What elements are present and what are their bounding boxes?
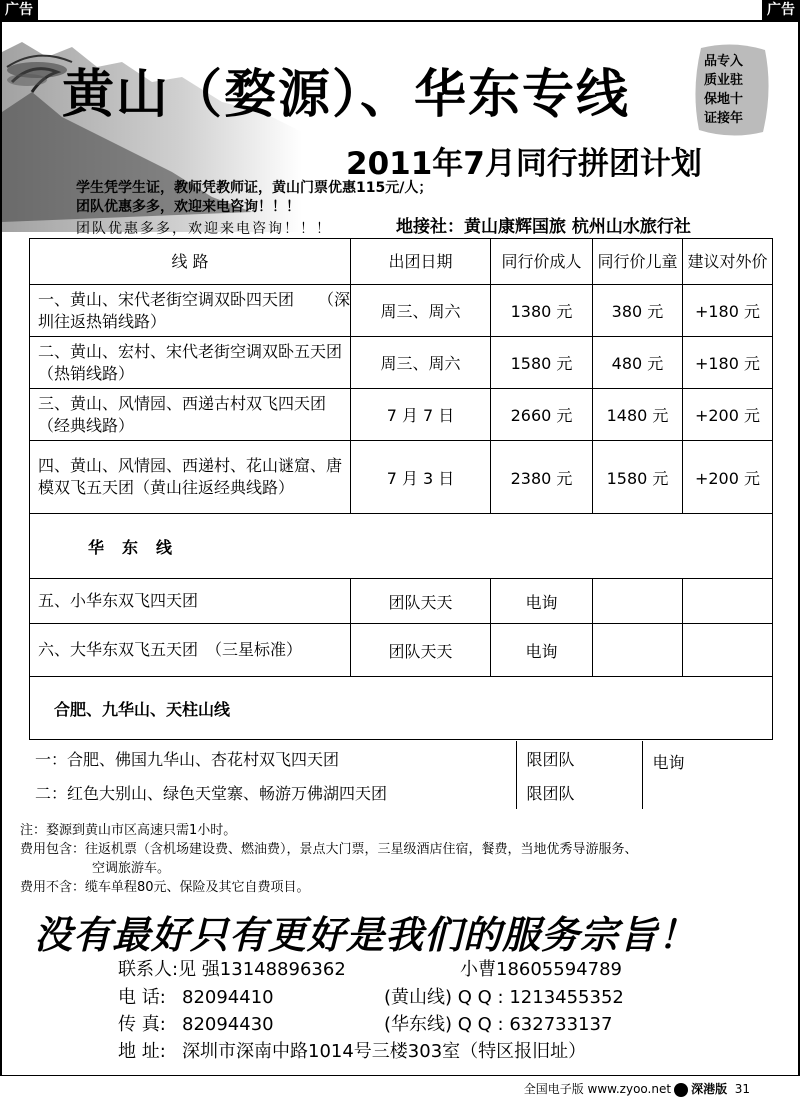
page-footer (524, 1080, 750, 1097)
header-child: 同行价儿童 (593, 239, 683, 285)
header-date: 出团日期 (351, 239, 491, 285)
contact-line (118, 957, 346, 983)
table-header-row (30, 239, 773, 285)
note-line: 空调旅游车。 (92, 861, 171, 876)
contact-person-2: 小曹18605594789 (460, 959, 622, 980)
route-table (29, 238, 773, 740)
address-label: 地 址: (118, 1041, 166, 1062)
header-adult: 同行价成人 (491, 239, 593, 285)
slogan: 没有最好只有更好是我们的服务宗旨！ (34, 912, 698, 957)
section-title-hefei: 合肥、九华山、天柱山线 (30, 677, 773, 740)
fax-label: 传 真: (118, 1014, 166, 1035)
fax-value: 82094430 (182, 1014, 274, 1035)
frame-bottom (0, 1075, 800, 1076)
route-cell: 四、黄山、风情园、西递村、花山谜窟、唐模双飞五天团（黄山往返经典线路） (30, 441, 351, 514)
table-row (29, 741, 772, 775)
footer-edition: 深港版 (691, 1082, 728, 1096)
promo-line: 团队优惠多多，欢迎来电咨询！！！ (76, 199, 300, 215)
section-row (30, 514, 773, 579)
table-row (30, 337, 773, 389)
route-cell: 一：合肥、佛国九华山、杏花村双飞四天团 (35, 749, 340, 769)
fax-line (118, 1012, 274, 1038)
suggest-price-cell: +180 元 (683, 337, 773, 389)
empty-cell (593, 624, 683, 677)
qq-huadong: (华东线) Q Q : 632733137 (384, 1014, 613, 1035)
subtitle: 2011年7月同行拼团计划 (346, 146, 702, 182)
seal-text: 品专入 质业驻 保地十 证接年 (704, 54, 744, 126)
edition-logo-icon (674, 1083, 688, 1097)
phone-label: 电 话: (118, 987, 166, 1008)
adult-price-cell: 电询 (491, 579, 593, 624)
adult-price-cell: 1380 元 (491, 285, 593, 337)
phone-value: 82094410 (182, 987, 274, 1008)
route-cell: 六、大华东双飞五天团 （三星标准） (30, 624, 351, 677)
section-title-huadong: 华东线 (30, 514, 773, 579)
adult-price-cell: 2660 元 (491, 389, 593, 441)
address-line (118, 1039, 586, 1065)
notes (20, 821, 638, 897)
page-number: 31 (734, 1082, 750, 1096)
suggest-price-cell: +180 元 (683, 285, 773, 337)
empty-cell (683, 624, 773, 677)
note-line: 费用不含：缆车单程80元、保险及其它自费项目。 (20, 880, 310, 895)
main-title: 黄山（婺源）、华东专线 (62, 64, 631, 125)
child-price-cell: 480 元 (593, 337, 683, 389)
empty-cell (683, 579, 773, 624)
hefei-route-table (29, 741, 772, 809)
note-line: 费用包含：往返机票（含机场建设费、燃油费），景点大门票，三星级酒店住宿，餐费，当地优秀导游服务、 (20, 842, 638, 857)
suggest-price-cell: +200 元 (683, 389, 773, 441)
section-row (30, 677, 773, 740)
note-line: 注：婺源到黄山市区高速只需1小时。 (20, 823, 237, 838)
table-row (30, 441, 773, 514)
adult-price-cell: 1580 元 (491, 337, 593, 389)
type-cell: 限团队 (516, 775, 642, 809)
price-cell: 电询 (642, 741, 772, 809)
phone-line (118, 985, 274, 1011)
date-cell: 周三、周六 (351, 285, 491, 337)
adult-price-cell: 2380 元 (491, 441, 593, 514)
date-cell: 7 月 3 日 (351, 441, 491, 514)
route-cell: 五、小华东双飞四天团 (30, 579, 351, 624)
route-cell: 三、黄山、风情园、西递古村双飞四天团（经典线路） (30, 389, 351, 441)
child-price-cell: 1580 元 (593, 441, 683, 514)
date-cell: 团队天天 (351, 624, 491, 677)
suggest-price-cell: +200 元 (683, 441, 773, 514)
table-row (30, 285, 773, 337)
date-cell: 7 月 7 日 (351, 389, 491, 441)
adult-price-cell: 电询 (491, 624, 593, 677)
type-cell: 限团队 (516, 741, 642, 775)
footer-site: 全国电子版 www.zyoo.net (523, 1082, 672, 1096)
route-cell: 二、黄山、宏村、宋代老街空调双卧五天团 （热销线路） (30, 337, 351, 389)
header-suggest: 建议对外价 (683, 239, 773, 285)
date-cell: 团队天天 (351, 579, 491, 624)
table-row (30, 389, 773, 441)
qq-huangshan: (黄山线) Q Q : 1213455352 (384, 987, 624, 1008)
route-cell: 一、黄山、宋代老街空调双卧四天团 （深圳往返热销线路） (30, 285, 351, 337)
child-price-cell: 1480 元 (593, 389, 683, 441)
promo-line: 团队优惠多多，欢迎来电咨询！！！ (76, 221, 332, 237)
route-cell: 二：红色大别山、绿色天堂寨、畅游万佛湖四天团 (35, 783, 388, 803)
date-cell: 周三、周六 (351, 337, 491, 389)
ad-tag-left: 广告 (0, 0, 38, 20)
header-route: 线 路 (30, 239, 351, 285)
promo-line: 学生凭学生证，教师凭教师证，黄山门票优惠115元/人； (76, 180, 433, 196)
contact-person-1: 见 强13148896362 (178, 959, 346, 980)
child-price-cell: 380 元 (593, 285, 683, 337)
address-value: 深圳市深南中路1014号三楼303室（特区报旧址） (182, 1041, 587, 1062)
ad-tag-right: 广告 (762, 0, 800, 20)
agency-line: 地接社：黄山康辉国旅 杭州山水旅行社 (396, 217, 691, 237)
table-row (30, 624, 773, 677)
contact-label: 联系人: (118, 959, 179, 980)
empty-cell (593, 579, 683, 624)
table-row (30, 579, 773, 624)
